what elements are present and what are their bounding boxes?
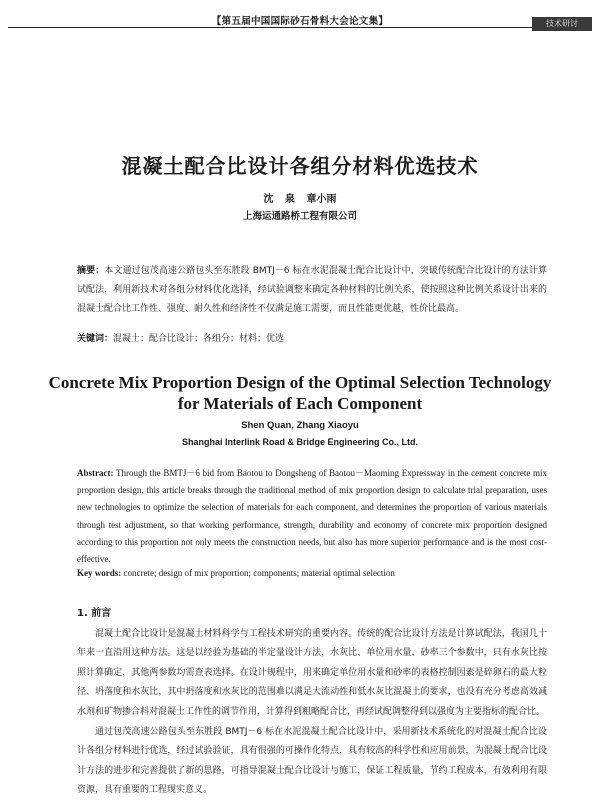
paper-title-en: Concrete Mix Proportion Design of the Optimal Selection Technology for Materials of Each Component	[48, 373, 552, 413]
running-header	[0, 13, 600, 27]
body-paragraph: 混凝土配合比设计是混凝土材料科学与工程技术研究的重要内容。传统的配合比设计方法是计算试配法，我国几十年来一直沿用这种方法。这是以经验为基础的半定量设计方法，水灰比、单位用水量、砂率三个参数中，只有水灰比按照计算确定，其他两参数均需查表选择。在设计规程中，用来确定单位用水量和砂率的表格控制因素是碎卵石的最大粒径、坍落度和水灰比，其中坍落度和水灰比的范围难以满足大流动性和低水灰比混凝土的要求，也没有充分考虑高效减水剂和矿物掺合料对混凝土工作性的调节作用，计算得到粗略配合比，再经试配调整得到以强度为主要指标的配合比。	[77, 629, 547, 717]
section-heading-introduction: 1. 前言	[77, 608, 112, 619]
authors-en: Shen Quan, Zhang Xiaoyu	[241, 420, 359, 431]
journal-title: 【第五届中国国际砂石骨料大会论文集】	[211, 16, 389, 27]
section-tag: 技术研讨	[532, 17, 592, 31]
keywords-zh	[77, 331, 547, 344]
abstract-zh	[77, 262, 547, 319]
body-paragraph: 通过包茂高速公路包头至东胜段 BMTJ－6 标在水泥混凝土配合比设计中，采用新技术系统化的对混凝土配合比设计各组分材料进行优选，经过试验验证，具有很强的可操作化特点，具有较高的科学性和应用前景，为混凝土配合比设计方法的进步和完善提供了新的思路，可指导混凝土配合比设计与施工，保证工程质量，节约工程成本，有效利用有限资源，具有重要的工程现实意义。	[77, 727, 547, 796]
keywords-en	[77, 568, 547, 578]
header-rule	[8, 27, 592, 28]
keywords-text-en: concrete; design of mix proportion; components; material optimal selection	[123, 568, 395, 578]
affiliation-en: Shanghai Interlink Road & Bridge Engineering Co., Ltd.	[181, 437, 418, 447]
abstract-text-zh: 本文通过包茂高速公路包头至东胜段 BMTJ－6 标在水泥混凝土配合比设计中，突破传统配合比设计的方法计算试配法，利用新技术对各组分材料优化选择，经试验调整来确定各种材料的比例关系，使按照这种比例关系设计出来的混凝土配合比工作性、强度、耐久性和经济性不仅满足施工需要，而且性能更优越，性价比最高。	[77, 266, 547, 314]
keywords-label-zh: 关键词：	[77, 334, 114, 344]
keywords-label-en: Key words:	[77, 568, 122, 578]
affiliation-zh: 上海运通路桥工程有限公司	[242, 211, 357, 222]
keywords-text-zh: 混凝土；配合比设计；各组分；材料；优选	[113, 334, 285, 344]
abstract-text-en: Through the BMTJ－6 bid from Baotou to Dongsheng of Baotou－Maoming Expressway in the cement concrete mix proportion design, this article breaks through the traditional method of mix proportion design to calculate trial preparation, uses new technologies to optimize the selection of materials for each component, and determines the proportion of various materials through test adjustment, so that working performance, strength, durability and economy of concrete mix proportion designed according to this proportion not only meets the construction needs, but also has more superior performance and is the most cost-effective.	[77, 468, 547, 565]
abstract-en	[77, 465, 547, 568]
authors-zh: 沈 泉 章小雨	[263, 194, 337, 205]
abstract-label-zh: 摘要：	[77, 266, 105, 276]
paper-title-zh: 混凝土配合比设计各组分材料优选技术	[121, 154, 479, 178]
abstract-label-en: Abstract:	[77, 468, 114, 478]
